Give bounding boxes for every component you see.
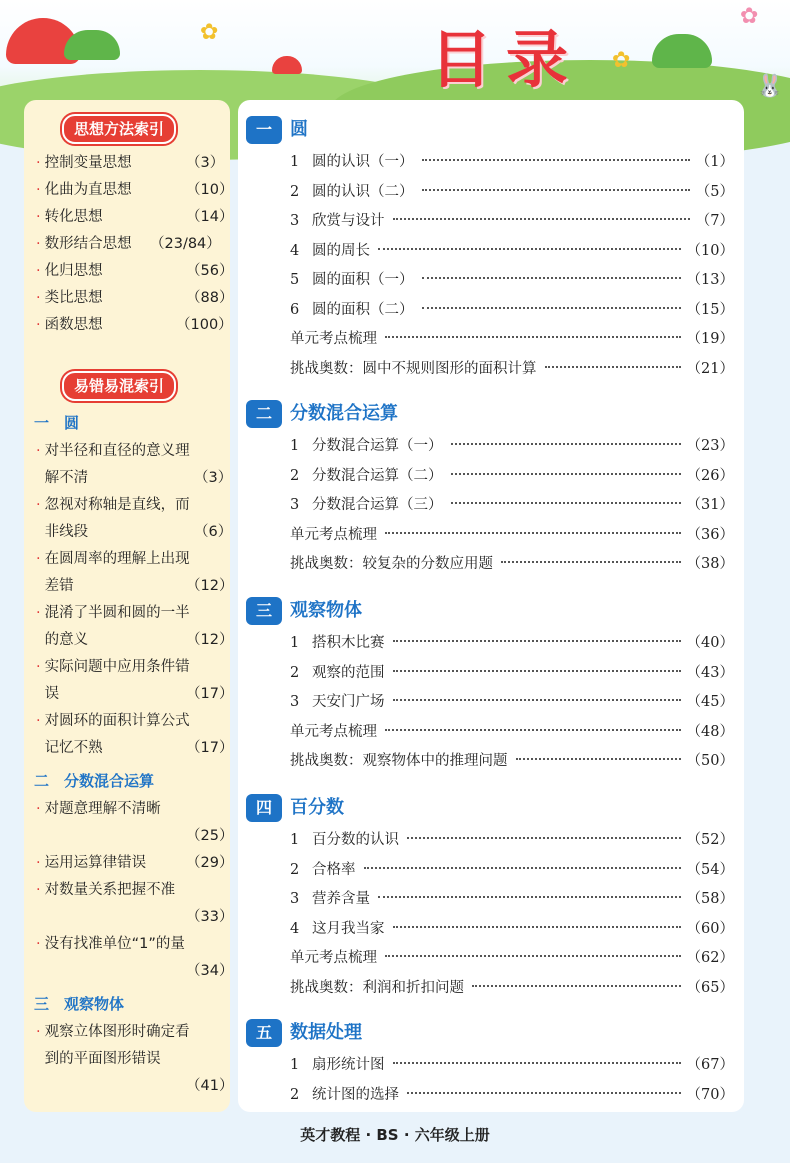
toc-number: 1 [290,1057,300,1073]
item-label: 运用运算律错误 [44,855,147,871]
mushroom-house-icon [64,30,120,60]
mushroom-house-icon [652,34,712,68]
toc-page-number: （65） [686,979,734,996]
toc-row[interactable] [290,946,734,970]
list-item [36,546,190,573]
bullet-icon: · [36,155,41,171]
item-label: 到的平面图形错误 [44,1051,161,1067]
list-item [36,150,132,177]
item-page: （33） [186,909,234,925]
dot-leader [378,896,681,898]
toc-row[interactable] [290,631,734,655]
toc-row[interactable] [290,298,734,322]
toc-page-number: （7） [695,213,734,229]
toc-entry-title: 挑战奥数：利润和折扣问题 [290,979,464,996]
toc-entry-title: 挑战奥数：较复杂的分数应用题 [290,556,493,572]
item-label: 观察立体图形时确定看 [44,1024,190,1040]
toc-entry-title: 单元考点梳理 [290,526,377,543]
item-label: 对题意理解不清晰 [44,801,161,817]
dot-leader [516,758,681,760]
list-item [36,231,132,258]
toc-page-number: （23） [686,438,734,454]
item-label: 混淆了半圆和圆的一半 [44,605,190,621]
bullet-icon: · [36,317,41,333]
list-item [36,177,132,204]
toc-page-number: （21） [686,360,734,377]
item-label: 非线段 [44,524,89,540]
toc-row[interactable] [290,661,734,685]
toc-entry-title: 圆的认识（二） [312,183,414,200]
list-item [36,285,103,312]
toc-page-number: （36） [686,526,734,543]
list-item [36,904,45,931]
toc-row[interactable] [290,327,734,351]
toc-number: 4 [290,242,300,259]
bullet-icon: · [36,182,41,198]
bullet-icon: · [36,659,41,675]
toc-entry-title: 单元考点梳理 [290,723,377,740]
toc-row[interactable] [290,268,734,292]
item-page: （14） [186,209,234,225]
toc-entry-title: 这月我当家 [312,920,385,937]
list-item [36,1019,190,1046]
item-label: 差错 [44,578,74,594]
flower-icon: ✿ [612,48,631,73]
toc-row[interactable] [290,150,734,174]
list-item [36,204,103,231]
bullet-icon: · [36,882,41,898]
item-label: 没有找准单位“1”的量 [44,936,185,952]
toc-row[interactable] [290,209,734,233]
item-page: （25） [186,828,234,844]
toc-entry-title: 挑战奥数：观察物体中的推理问题 [290,753,508,769]
dot-leader [501,561,681,563]
dot-leader [393,640,681,642]
toc-entry-title: 统计图的选择 [312,1086,399,1103]
toc-page-number: （43） [686,664,734,681]
toc-number: 3 [290,213,300,229]
list-item [36,877,175,904]
toc-entry-title: 天安门广场 [312,694,385,710]
item-label: 忽视对称轴是直线，而 [44,497,190,513]
list-item [36,519,88,546]
toc-entry-title: 观察的范围 [312,664,385,681]
section-label-methods: 思想方法索引 [62,114,176,144]
toc-page-number: （62） [686,950,734,966]
list-item [36,258,103,285]
chapter-number-badge: 二 [246,400,282,428]
dot-leader [407,1092,681,1094]
toc-page-number: （15） [686,301,734,318]
chapter-title: 观察物体 [290,600,362,621]
bullet-icon: · [36,236,41,252]
bullet-icon: · [36,1024,41,1040]
item-label: 对圆环的面积计算公式 [44,713,190,729]
item-page: （10） [186,182,234,198]
item-label: 对数量关系把握不准 [44,882,176,898]
toc-entry-title: 挑战奥数：圆中不规则图形的面积计算 [290,360,537,377]
toc-entry-title: 单元考点梳理 [290,331,377,347]
toc-number: 3 [290,891,300,907]
chapter-heading: 一 圆 [34,414,80,432]
dot-leader [393,699,681,701]
chapter-title: 分数混合运算 [290,403,398,424]
bullet-icon: · [36,855,41,871]
item-page: （17） [186,740,234,756]
toc-row[interactable] [290,828,734,852]
dot-leader [385,729,681,731]
toc-entry-title: 圆的认识（一） [312,154,414,170]
toc-number: 2 [290,183,300,200]
list-item [36,850,146,877]
toc-page-number: （26） [686,467,734,484]
toc-page-number: （48） [686,723,734,740]
toc-entry-title: 单元考点梳理 [290,950,377,966]
item-label: 函数思想 [44,317,103,333]
bullet-icon: · [36,936,41,952]
toc-number: 3 [290,694,300,710]
toc-row[interactable] [290,917,734,941]
toc-row[interactable] [290,887,734,911]
chapter-heading: 二 分数混合运算 [34,772,155,790]
toc-page-number: （58） [686,891,734,907]
toc-page-number: （60） [686,920,734,937]
toc-page-number: （38） [686,556,734,572]
list-item [36,931,185,958]
toc-page-number: （70） [686,1086,734,1103]
footer-text: 英才教程 · BS · 六年级上册 [300,1126,490,1144]
item-page: （88） [186,290,234,306]
toc-number: 6 [290,301,300,318]
toc-row[interactable] [290,720,734,744]
dot-leader [472,985,681,987]
dot-leader [451,502,681,504]
bullet-icon: · [36,605,41,621]
item-page: （56） [186,263,234,279]
item-label: 记忆不熟 [44,740,103,756]
toc-entry-title: 分数混合运算（二） [312,467,443,484]
chapter-title: 数据处理 [290,1022,362,1043]
dot-leader [393,926,681,928]
toc-number: 2 [290,664,300,681]
toc-entry-title: 分数混合运算（三） [312,497,443,513]
chapter-number-badge: 一 [246,116,282,144]
toc-number: 1 [290,832,300,848]
list-item [36,958,45,985]
toc-row[interactable] [290,239,734,263]
bullet-icon: · [36,713,41,729]
item-label: 类比思想 [44,290,103,306]
toc-number: 2 [290,1086,300,1103]
item-page: （100） [176,317,233,333]
toc-page-number: （31） [686,497,734,513]
chapter-number-badge: 三 [246,597,282,625]
dot-leader [422,277,681,279]
flower-icon: ✿ [740,4,759,29]
toc-row[interactable] [290,493,734,517]
toc-row[interactable] [290,1053,734,1077]
toc-row[interactable] [290,434,734,458]
page-title: 目录 [430,23,583,96]
toc-number: 1 [290,438,300,454]
list-item [36,708,190,735]
toc-entry-title: 营养含量 [312,891,370,907]
toc-number: 2 [290,467,300,484]
item-page: （12） [186,632,234,648]
dot-leader [364,867,681,869]
item-label: 对半径和直径的意义理 [44,443,190,459]
chapter-number-badge: 五 [246,1019,282,1047]
toc-page-number: （1） [695,154,734,170]
toc-page-number: （5） [695,183,734,200]
toc-row[interactable] [290,180,734,204]
toc-row[interactable] [290,690,734,714]
list-item [36,492,190,519]
item-page: （23/84） [150,236,221,252]
toc-entry-title: 圆的面积（二） [312,301,414,318]
toc-entry-title: 圆的面积（一） [312,272,414,288]
toc-entry-title: 欣赏与设计 [312,213,385,229]
chapter-number-badge: 四 [246,794,282,822]
item-page: （34） [186,963,234,979]
mushroom-icon [272,56,302,74]
list-item [36,654,190,681]
list-item [36,573,74,600]
toc-page-number: （67） [686,1057,734,1073]
toc-page-number: （40） [686,635,734,651]
item-label: 在圆周率的理解上出现 [44,551,190,567]
item-page: （29） [186,855,234,871]
section-label-errors: 易错易混索引 [62,371,176,401]
item-label: 控制变量思想 [44,155,132,171]
list-item [36,312,103,339]
list-item [36,681,59,708]
toc-page-number: （13） [686,272,734,288]
dot-leader [385,532,681,534]
rabbit-icon: 🐰 [756,74,784,99]
bullet-icon: · [36,497,41,513]
list-item [36,796,161,823]
dot-leader [385,336,681,338]
item-label: 转化思想 [44,209,103,225]
dot-leader [451,443,681,445]
toc-row[interactable] [290,749,734,773]
bullet-icon: · [36,209,41,225]
toc-entry-title: 百分数的认识 [312,832,399,848]
list-item [36,1073,45,1100]
list-item [36,823,45,850]
dot-leader [422,307,681,309]
dot-leader [545,366,681,368]
list-item [36,600,190,627]
toc-entry-title: 搭积木比赛 [312,635,385,651]
toc-page-number: （19） [686,331,734,347]
toc-entry-title: 扇形统计图 [312,1057,385,1073]
item-label: 数形结合思想 [44,236,132,252]
toc-row[interactable] [290,976,734,1000]
dot-leader [393,218,690,220]
dot-leader [422,159,690,161]
toc-row[interactable] [290,552,734,576]
list-item [36,735,103,762]
bullet-icon: · [36,551,41,567]
toc-number: 5 [290,272,300,288]
toc-number: 3 [290,497,300,513]
toc-row[interactable] [290,858,734,882]
toc-row[interactable] [290,1083,734,1107]
item-label: 解不清 [44,470,89,486]
toc-entry-title: 圆的周长 [312,242,370,259]
dot-leader [407,837,681,839]
toc-page-number: （45） [686,694,734,710]
toc-number: 2 [290,861,300,878]
chapter-title: 百分数 [290,797,344,818]
bullet-icon: · [36,443,41,459]
item-page: （3） [194,470,233,486]
item-label: 实际问题中应用条件错 [44,659,190,675]
item-label: 化归思想 [44,263,103,279]
item-label: 误 [44,686,60,702]
bullet-icon: · [36,801,41,817]
toc-row[interactable] [290,523,734,547]
item-page: （3） [186,155,225,171]
toc-row[interactable] [290,357,734,381]
dot-leader [422,189,690,191]
item-page: （6） [194,524,233,540]
item-page: （17） [186,686,234,702]
dot-leader [378,248,681,250]
toc-entry-title: 分数混合运算（一） [312,438,443,454]
toc-number: 1 [290,635,300,651]
list-item [36,627,88,654]
item-label: 化曲为直思想 [44,182,132,198]
item-page: （41） [186,1078,234,1094]
item-label: 的意义 [44,632,89,648]
list-item [36,465,88,492]
toc-page-number: （10） [686,242,734,259]
toc-number: 4 [290,920,300,937]
dot-leader [393,1062,681,1064]
list-item [36,438,190,465]
chapter-heading: 三 观察物体 [34,995,125,1013]
flower-icon: ✿ [200,20,219,45]
chapter-title: 圆 [290,119,308,140]
toc-entry-title: 合格率 [312,861,356,878]
item-page: （12） [186,578,234,594]
toc-number: 1 [290,154,300,170]
dot-leader [393,670,681,672]
toc-page-number: （52） [686,832,734,848]
dot-leader [451,473,681,475]
bullet-icon: · [36,263,41,279]
toc-row[interactable] [290,464,734,488]
bullet-icon: · [36,290,41,306]
list-item [36,1046,161,1073]
dot-leader [385,955,681,957]
toc-page-number: （50） [686,753,734,769]
toc-page-number: （54） [686,861,734,878]
